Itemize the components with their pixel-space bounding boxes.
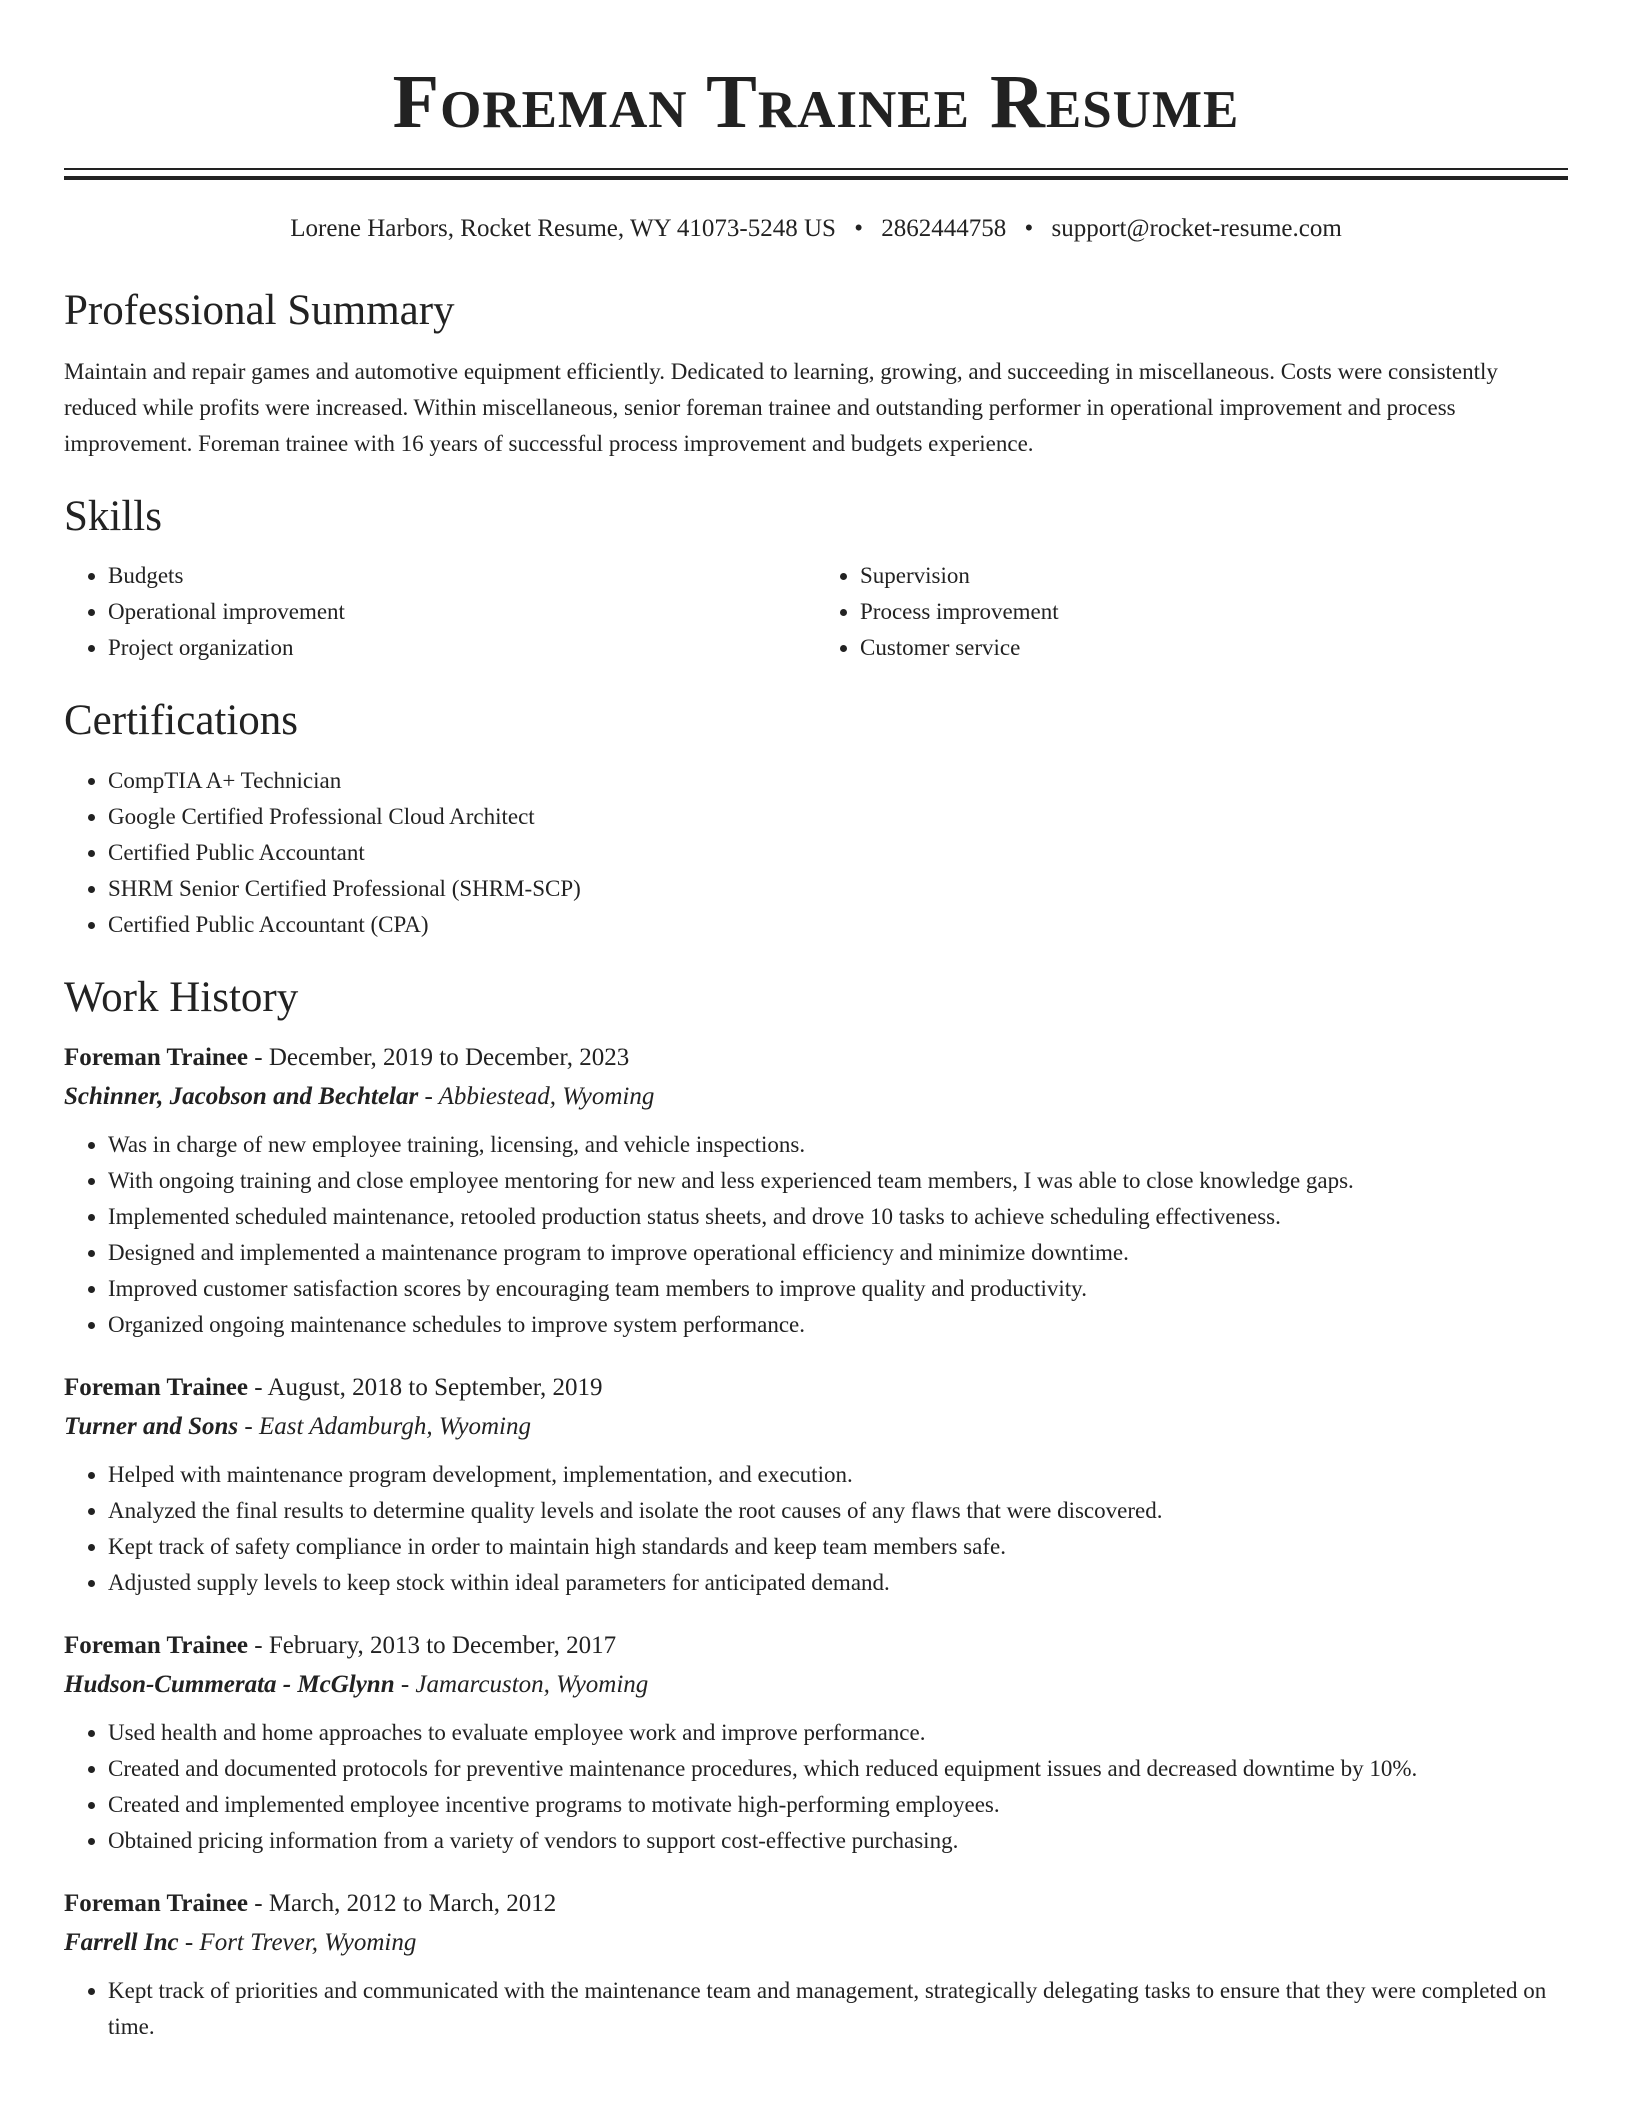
skill-item: • Customer service [860, 630, 1568, 666]
certifications-list [64, 763, 1568, 943]
skill-item: • Operational improvement [108, 594, 816, 630]
summary-text: Maintain and repair games and automotive equipment efficiently. Dedicated to learning, growing, and succeeding in miscellaneous. Costs were consistently reduced while profits were increased. Within miscellaneous, senior foreman trainee and outstanding performer in operational improvement and process improvement. Foreman trainee with 16 years of successful process improvement and budgets experience. [64, 359, 1498, 456]
job-company-line [64, 1923, 1568, 1963]
job-bullet: • Kept track of safety compliance in order to maintain high standards and keep team members safe. [108, 1529, 1568, 1565]
skill-item: • Supervision [860, 558, 1568, 594]
job-dates: - March, 2012 to March, 2012 [248, 1890, 557, 1917]
job-dates: - August, 2018 to September, 2019 [248, 1374, 603, 1401]
skill-item: • Budgets [108, 558, 816, 594]
job-entry [64, 1885, 1568, 2045]
certification-item: • Certified Public Accountant [108, 835, 1568, 871]
skills-list [64, 558, 1568, 666]
summary-heading: Professional Summary [64, 287, 455, 334]
job-bullets [64, 1457, 1568, 1601]
job-role: Foreman Trainee [64, 1890, 248, 1917]
skills-column-left [64, 558, 816, 666]
skills-heading: Skills [64, 493, 162, 540]
title-divider-thin [64, 168, 1568, 170]
resume-title: Foreman Trainee Resume [392, 60, 1240, 144]
job-bullet: • Organized ongoing maintenance schedules to improve system performance. [108, 1307, 1568, 1343]
job-bullet: • Created and implemented employee incentive programs to motivate high-performing employees. [108, 1787, 1568, 1823]
contact-address: Lorene Harbors, Rocket Resume, WY 41073-5248 US [290, 215, 836, 242]
certification-item: • SHRM Senior Certified Professional (SHRM-SCP) [108, 871, 1568, 907]
job-location: - Jamarcuston, Wyoming [394, 1671, 649, 1698]
job-location: - Fort Trever, Wyoming [178, 1929, 417, 1956]
job-role: Foreman Trainee [64, 1044, 248, 1071]
certification-item: • Google Certified Professional Cloud Architect [108, 799, 1568, 835]
job-entry [64, 1627, 1568, 1859]
job-header [64, 1885, 1568, 1923]
job-company: Farrell Inc [64, 1929, 179, 1956]
certifications-heading: Certifications [64, 697, 299, 744]
job-location: - Abbiestead, Wyoming [418, 1083, 655, 1110]
job-bullets [64, 1127, 1568, 1343]
job-entry [64, 1369, 1568, 1601]
job-role: Foreman Trainee [64, 1374, 248, 1401]
job-entry [64, 1039, 1568, 1343]
contact-line [64, 214, 1568, 244]
job-dates: - February, 2013 to December, 2017 [248, 1632, 617, 1659]
job-bullet: • Was in charge of new employee training, licensing, and vehicle inspections. [108, 1127, 1568, 1163]
job-bullet: • Designed and implemented a maintenance program to improve operational efficiency and minimize downtime. [108, 1235, 1568, 1271]
job-dates: - December, 2019 to December, 2023 [248, 1044, 630, 1071]
job-bullet: • Helped with maintenance program development, implementation, and execution. [108, 1457, 1568, 1493]
job-header [64, 1369, 1568, 1407]
job-bullet: • Obtained pricing information from a variety of vendors to support cost-effective purchasing. [108, 1823, 1568, 1859]
job-company: Schinner, Jacobson and Bechtelar [64, 1083, 419, 1110]
job-location: - East Adamburgh, Wyoming [238, 1413, 531, 1440]
job-bullet: • Adjusted supply levels to keep stock within ideal parameters for anticipated demand. [108, 1565, 1568, 1601]
job-role: Foreman Trainee [64, 1632, 248, 1659]
job-header [64, 1039, 1568, 1077]
job-bullets [64, 1973, 1568, 2045]
work-history-heading: Work History [64, 974, 299, 1021]
job-company: Hudson-Cummerata - McGlynn [64, 1671, 395, 1698]
skill-item: • Process improvement [860, 594, 1568, 630]
skills-column-right [816, 558, 1568, 666]
job-bullet: • Created and documented protocols for preventive maintenance procedures, which reduced equipment issues and decreased downtime by 10%. [108, 1751, 1568, 1787]
job-bullet: • Kept track of priorities and communicated with the maintenance team and management, strategically delegating tasks to ensure that they were completed on time. [108, 1973, 1568, 2045]
job-bullets [64, 1715, 1568, 1859]
contact-separator: • [854, 215, 863, 242]
job-bullet: • Analyzed the final results to determine quality levels and isolate the root causes of any flaws that were discovered. [108, 1493, 1568, 1529]
job-company-line [64, 1665, 1568, 1705]
title-divider-thick [64, 176, 1568, 180]
job-company-line [64, 1077, 1568, 1117]
certification-item: • CompTIA A+ Technician [108, 763, 1568, 799]
job-company-line [64, 1407, 1568, 1447]
contact-phone: 2862444758 [881, 215, 1007, 242]
job-company: Turner and Sons [64, 1413, 239, 1440]
job-header [64, 1627, 1568, 1665]
job-bullet: • Implemented scheduled maintenance, retooled production status sheets, and drove 10 tasks to achieve scheduling effectiveness. [108, 1199, 1568, 1235]
contact-email: support@rocket-resume.com [1051, 215, 1342, 242]
certification-item: • Certified Public Accountant (CPA) [108, 907, 1568, 943]
job-bullet: • With ongoing training and close employee mentoring for new and less experienced team members, I was able to close knowledge gaps. [108, 1163, 1568, 1199]
contact-separator: • [1024, 215, 1034, 242]
job-bullet: • Improved customer satisfaction scores by encouraging team members to improve quality and productivity. [108, 1271, 1568, 1307]
job-bullet: • Used health and home approaches to evaluate employee work and improve performance. [108, 1715, 1568, 1751]
skill-item: • Project organization [108, 630, 816, 666]
